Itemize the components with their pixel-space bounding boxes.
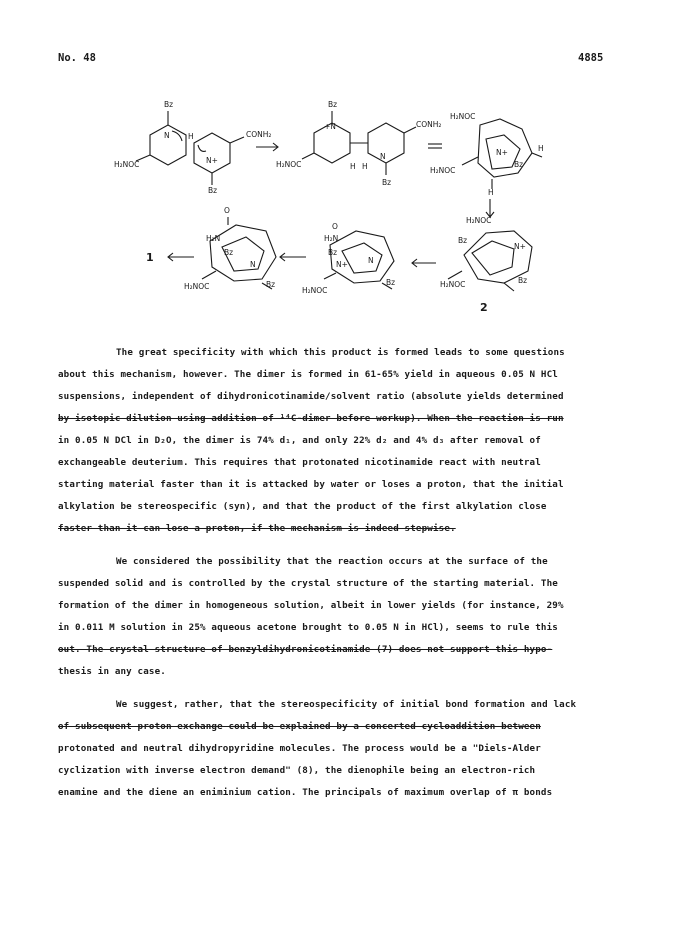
svg-text:H: H xyxy=(488,188,494,197)
svg-text:Bz: Bz xyxy=(382,178,392,187)
svg-text:H: H xyxy=(188,132,194,141)
svg-text:N: N xyxy=(380,152,386,161)
svg-text:N: N xyxy=(250,260,256,269)
svg-text:O: O xyxy=(332,222,338,231)
para1-line: about this mechanism, however. The dimer is formed in 61-65% yield in aqueous 0.05 N HCl xyxy=(58,369,558,380)
svg-text:Bz: Bz xyxy=(328,248,338,257)
para3-line: protonated and neutral dihydropyridine molecules. The process would be a "Diels-Alder xyxy=(58,743,541,754)
journal-number: No. 48 xyxy=(58,52,96,64)
svg-text:Bz: Bz xyxy=(328,100,338,109)
para3-line: of subsequent proton exchange could be explained by a concerted cycloaddition between xyxy=(58,721,541,732)
svg-text:+N: +N xyxy=(324,122,336,131)
para1-line: starting material faster than it is attacked by water or loses a proton, that the initial xyxy=(58,479,564,490)
svg-text:Bz: Bz xyxy=(386,278,396,287)
para1-line: The great specificity with which this product is formed leads to some questions xyxy=(116,347,565,358)
para3-line: We suggest, rather, that the stereospecificity of initial bond formation and lack xyxy=(116,699,577,710)
svg-text:Bz: Bz xyxy=(164,100,174,109)
svg-text:N+: N+ xyxy=(206,156,218,165)
svg-text:H₂NOC: H₂NOC xyxy=(184,282,210,291)
para2-line: formation of the dimer in homogeneous solution, albeit in lower yields (for instance, 29% xyxy=(58,600,564,611)
para2-line: suspended solid and is controlled by the crystal structure of the starting material. The xyxy=(58,578,558,589)
para1-line: faster than it can lose a proton, if the mechanism is indeed stepwise. xyxy=(58,523,456,534)
para2-line: in 0.011 M solution in 25% aqueous acetone brought to 0.05 N in HCl), seems to rule this xyxy=(58,622,558,633)
para2-line: out. The crystal structure of benzyldihydronicotinamide (7) does not support this hypo- xyxy=(58,644,553,655)
page-number: 4885 xyxy=(578,52,604,64)
svg-text:H₂N: H₂N xyxy=(324,234,339,243)
svg-text:H₂NOC: H₂NOC xyxy=(440,280,466,289)
intermediate-cation xyxy=(302,111,416,175)
para1-line: by isotopic dilution using addition of ¹⁴C-dimer before workup). When the reaction is run xyxy=(58,413,564,424)
svg-text:Bz: Bz xyxy=(514,160,524,169)
para3-line: cyclization with inverse electron demand" (8), the dienophile being an electron-rich xyxy=(58,765,536,776)
svg-text:O: O xyxy=(224,206,230,215)
para2-line: thesis in any case. xyxy=(58,666,166,677)
svg-text:Bz: Bz xyxy=(518,276,528,285)
svg-text:N+: N+ xyxy=(336,260,348,269)
svg-text:H: H xyxy=(362,162,368,171)
svg-text:Bz: Bz xyxy=(266,280,276,289)
svg-text:Bz: Bz xyxy=(208,186,218,195)
para1-line: alkylation be stereospecific (syn), and that the product of the first alkylation close xyxy=(58,501,547,512)
svg-text:H₂NOC: H₂NOC xyxy=(466,216,492,225)
svg-text:H₂NOC: H₂NOC xyxy=(450,112,476,121)
compound-label-2: 2 xyxy=(480,301,488,314)
svg-text:CONH₂: CONH₂ xyxy=(246,130,272,139)
svg-text:H₂NOC: H₂NOC xyxy=(302,286,328,295)
para1-line: exchangeable deuterium. This requires that protonated nicotinamide react with neutral xyxy=(58,457,541,468)
svg-text:N: N xyxy=(368,256,374,265)
svg-text:H: H xyxy=(538,144,544,153)
svg-text:Bz: Bz xyxy=(224,248,234,257)
para2-line: We considered the possibility that the reaction occurs at the surface of the xyxy=(116,556,548,567)
dimer-product xyxy=(202,217,276,289)
reactant-pair xyxy=(136,111,244,185)
svg-text:CONH₂: CONH₂ xyxy=(416,120,442,129)
svg-text:N: N xyxy=(164,131,170,140)
svg-text:H₂NOC: H₂NOC xyxy=(114,160,140,169)
svg-text:H₂NOC: H₂NOC xyxy=(430,166,456,175)
reaction-scheme xyxy=(110,95,600,323)
svg-text:Bz: Bz xyxy=(458,236,468,245)
para3-line: enamine and the diene an eniminium cation. The principals of maximum overlap of π bonds xyxy=(58,787,553,798)
compound-label-1: 1 xyxy=(146,251,154,264)
svg-text:H: H xyxy=(350,162,356,171)
para1-line: suspensions, independent of dihydronicotinamide/solvent ratio (absolute yields determined xyxy=(58,391,564,402)
svg-text:H₂N: H₂N xyxy=(206,234,221,243)
svg-text:N+: N+ xyxy=(514,242,526,251)
svg-text:N+: N+ xyxy=(496,148,508,157)
para1-line: in 0.05 N DCl in D₂O, the dimer is 74% d₁, and only 22% d₂ and 4% d₃ after removal of xyxy=(58,435,541,446)
svg-text:H₂NOC: H₂NOC xyxy=(276,160,302,169)
